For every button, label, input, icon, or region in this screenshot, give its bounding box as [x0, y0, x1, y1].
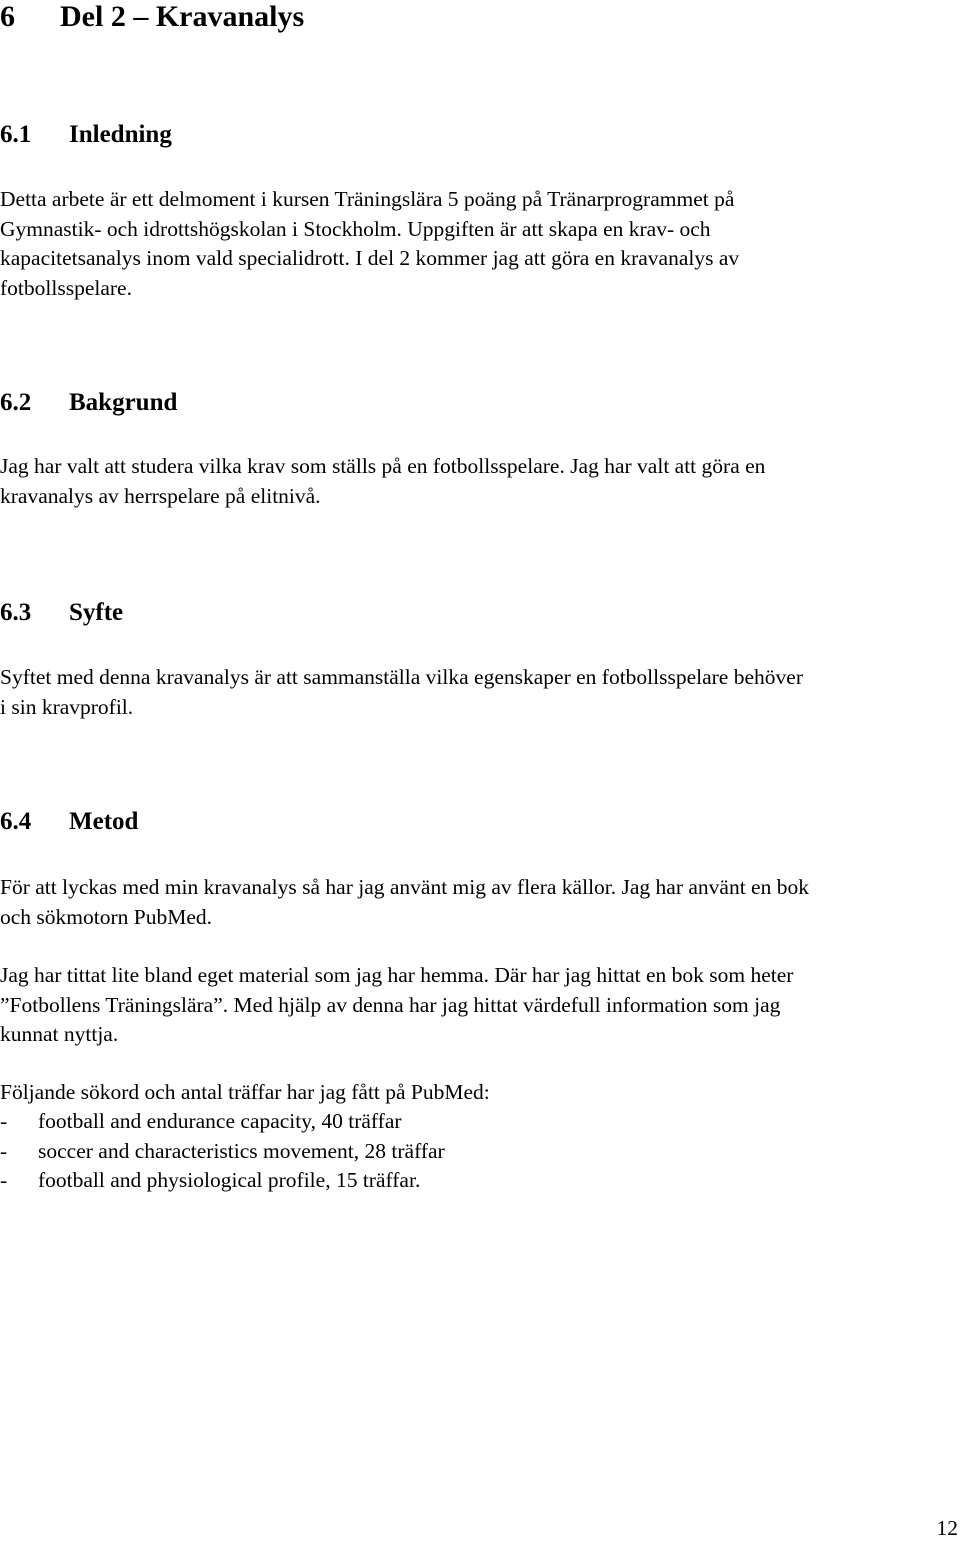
paragraph-bakgrund [0, 452, 960, 511]
list-item [0, 1137, 960, 1167]
page-number: 12 [936, 1516, 958, 1540]
text-line: Följande sökord och antal träffar har jag fått på PubMed: [0, 1080, 490, 1104]
text-line: kapacitetsanalys inom vald specialidrott. I del 2 kommer jag att göra en kravanalys av [0, 246, 740, 270]
paragraph-syfte [0, 663, 960, 722]
section-title: Syfte [69, 599, 124, 626]
search-terms-list [0, 1107, 960, 1196]
section-number: 6.1 [0, 121, 32, 148]
section-number: 6.2 [0, 389, 32, 416]
paragraph-metod-2 [0, 961, 960, 1050]
section-title: Bakgrund [69, 389, 178, 416]
text-line: i sin kravprofil. [0, 694, 134, 719]
text-line: Syftet med denna kravanalys är att sammanställa vilka egenskaper en fotbollsspelare behöver [0, 665, 803, 689]
section-title: Metod [69, 808, 139, 835]
text-line: ”Fotbollens Träningslära”. Med hjälp av denna har jag hittat värdefull information som jag [0, 992, 781, 1017]
text-line: För att lyckas med min kravanalys så har jag använt mig av flera källor. Jag har använt en bok [0, 875, 809, 899]
paragraph-metod-1 [0, 873, 960, 932]
text-line: Jag har tittat lite bland eget material som jag har hemma. Där har jag hittat en bok som heter [0, 963, 794, 987]
paragraph-inledning [0, 185, 960, 303]
list-item-text: soccer and characteristics movement, 28 träffar [38, 1138, 445, 1163]
bullet-marker: - [0, 1138, 8, 1163]
bullet-marker: - [0, 1168, 8, 1192]
section-heading-inledning [0, 120, 172, 150]
text-line: Detta arbete är ett delmoment i kursen Träningslära 5 poäng på Tränarprogrammet på [0, 187, 735, 211]
section-title: Inledning [69, 121, 172, 148]
text-line: Gymnastik- och idrottshögskolan i Stockholm. Uppgiften är att skapa en krav- och [0, 216, 711, 241]
chapter-number: 6 [0, 0, 15, 33]
text-line: Jag har valt att studera vilka krav som ställs på en fotbollsspelare. Jag har valt att göra en [0, 454, 766, 478]
paragraph-metod-3 [0, 1078, 960, 1108]
text-line: fotbollsspelare. [0, 275, 132, 300]
list-item [0, 1107, 960, 1137]
chapter-title: Del 2 – Kravanalys [60, 0, 305, 33]
section-heading-bakgrund [0, 388, 177, 418]
list-item-text: football and physiological profile, 15 träffar. [38, 1168, 421, 1192]
section-number: 6.3 [0, 599, 32, 626]
list-item-text: football and endurance capacity, 40 träffar [38, 1109, 402, 1133]
section-heading-syfte [0, 598, 123, 628]
bullet-marker: - [0, 1109, 8, 1133]
section-heading-metod [0, 807, 138, 837]
list-item [0, 1166, 960, 1196]
text-line: kravanalys av herrspelare på elitnivå. [0, 483, 321, 508]
section-number: 6.4 [0, 808, 32, 835]
text-line: kunnat nyttja. [0, 1022, 119, 1046]
chapter-heading [0, 0, 304, 34]
text-line: och sökmotorn PubMed. [0, 904, 213, 929]
